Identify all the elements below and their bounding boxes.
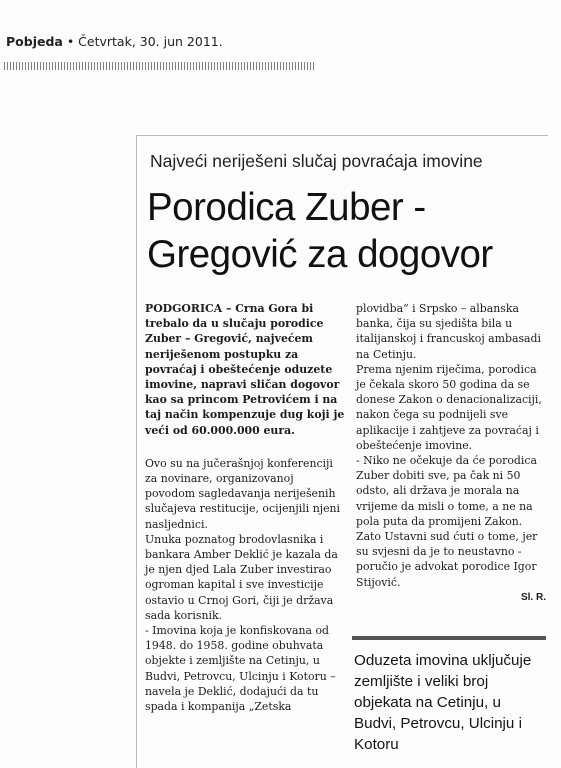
article-column-1 (145, 301, 345, 714)
pullquote-rule (352, 636, 546, 640)
pullquote: Oduzeta imovina uključuje zemljište i veliki broj objekata na Cetinju, u Budvi, Petrovcu, Ulcinju i Kotoru (354, 652, 532, 753)
body-paragraph: plovidba“ i Srpsko – albanska banka, čija su sjedišta bila u italijanskoj i francuskoj ambasadi na Cetinju. (356, 302, 541, 361)
body-paragraph: - Imovina koja je konfiskovana od 1948. do 1958. godine obuhvata objekte i zemljište na Cetinju, u Budvi, Petrovcu, Ulcinju i Kotoru – navela je Deklić, dodajući da tu spada i kompanija „Zetska (145, 624, 336, 714)
headline-line-2: Gregović za dogovor (147, 233, 493, 276)
article-column-2 (356, 301, 546, 605)
article-lead (145, 301, 345, 438)
article-supertitle: Najveći neriješeni slučaj povraćaja imovine (150, 151, 483, 171)
dateline: PODGORICA (145, 302, 223, 315)
body-paragraph: Prema njenim riječima, porodica je čekala skoro 50 godina da se donese Zakon o denacionalizaciji, nakon čega su podnijeli sve aplikacije i zahtjeve za povraćaj i obeštećenje imovine. (356, 362, 542, 452)
headline-line-1: Porodica Zuber - (147, 186, 426, 229)
masthead-rule (4, 62, 316, 70)
lead-text: – Crna Gora bi trebalo da u slučaju porodice Zuber – Gregović, najvećem neriješenom postupku za povraćaj i obeštećenje oduzete imovine, napravi sličan dogovor kao sa princom Petrovićem i na taj način kompenzuje dug koji je veći od 60.000.000 eura. (145, 302, 345, 437)
body-paragraph: - Niko ne očekuje da će porodica Zuber dobiti sve, pa čak ni 50 odsto, ali država je morala na vrijeme da misli o tome, a ne na pola puta da promijeni Zakon. Zato Ustavni sud ćuti o tome, jer su svjesni da je to neustavno - poručio je advokat porodice Igor Stijović. (356, 454, 538, 589)
masthead-separator: • (62, 34, 79, 49)
body-paragraph: Ovo su na jučerašnjoj konferenciji za novinare, organizovanoj povodom sagledavanja neriješenih slučajeva restitucije, ocijenjili njeni nasljednici. (145, 456, 341, 531)
masthead (6, 34, 223, 49)
article-headline (147, 184, 493, 278)
newspaper-name: Pobjeda (6, 34, 63, 49)
body-paragraph: Unuka poznatog brodovlasnika i bankara Amber Deklić je kazala da je njen djed Lala Zuber investirao ogroman kapital i sve investicije ostavio u Crnoj Gori, čiji je država sada korisnik. (145, 532, 338, 622)
byline: Sl. R. (520, 591, 546, 603)
issue-date: Četvrtak, 30. jun 2011. (78, 34, 223, 49)
